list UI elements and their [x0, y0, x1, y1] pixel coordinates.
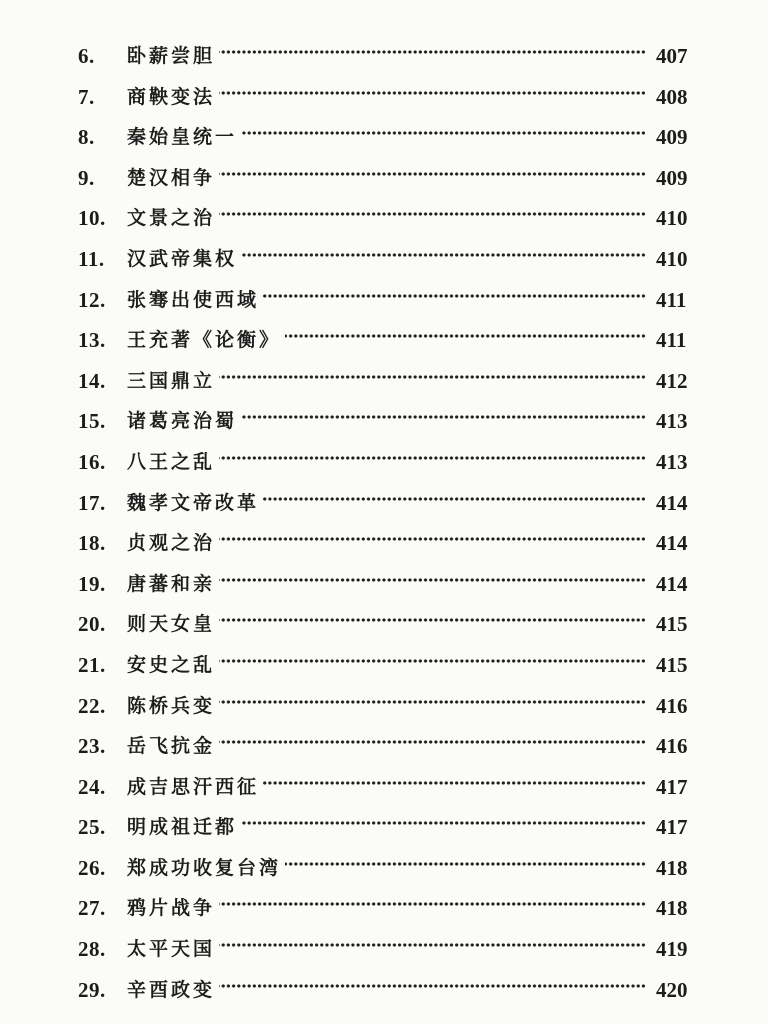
- entry-page-number: 414: [656, 531, 688, 556]
- dot-leader: [219, 373, 646, 381]
- entry-title: 魏孝文帝改革: [127, 491, 260, 514]
- entry-title: 汉武帝集权: [127, 247, 238, 270]
- entry-page-number: 413: [656, 449, 688, 474]
- toc-entry[interactable]: [0, 36, 768, 77]
- entry-number: 19.: [78, 571, 106, 596]
- entry-title: 三国鼎立: [127, 369, 216, 392]
- entry-number: 26.: [78, 855, 106, 880]
- dot-leader: [263, 292, 646, 300]
- entry-number: 23.: [78, 734, 106, 759]
- entry-number: 24.: [78, 774, 106, 799]
- entry-page-number: 418: [656, 896, 688, 921]
- toc-entry[interactable]: [0, 929, 768, 970]
- toc-entry[interactable]: [0, 117, 768, 158]
- entry-title: 贞观之治: [127, 532, 216, 555]
- entry-title: 鸦片战争: [127, 897, 216, 920]
- entry-page-number: 416: [656, 734, 688, 759]
- entry-page-number: 408: [656, 84, 688, 109]
- entry-title: 诸葛亮治蜀: [127, 410, 238, 433]
- entry-number: 14.: [78, 368, 106, 393]
- entry-page-number: 411: [656, 287, 687, 312]
- entry-number: 20.: [78, 612, 106, 637]
- entry-page-number: 415: [656, 652, 688, 677]
- dot-leader: [241, 129, 646, 137]
- toc-entry[interactable]: [0, 280, 768, 321]
- entry-page-number: 417: [656, 815, 688, 840]
- entry-title: 秦始皇统一: [127, 126, 238, 149]
- dot-leader: [263, 779, 646, 787]
- dot-leader: [219, 535, 646, 543]
- entry-number: 9.: [78, 165, 95, 190]
- dot-leader: [241, 819, 646, 827]
- toc-entry[interactable]: [0, 726, 768, 767]
- entry-page-number: 409: [656, 165, 688, 190]
- toc-entry[interactable]: [0, 523, 768, 564]
- dot-leader: [219, 170, 646, 178]
- dot-leader: [263, 495, 646, 503]
- entry-page-number: 407: [656, 44, 688, 68]
- dot-leader: [219, 616, 646, 624]
- dot-leader: [219, 210, 646, 218]
- entry-title: 八王之乱: [127, 450, 216, 473]
- entry-page-number: 420: [656, 977, 688, 1002]
- toc-entry[interactable]: [0, 686, 768, 727]
- toc-entry[interactable]: [0, 198, 768, 239]
- entry-title: 郑成功收复台湾: [127, 856, 282, 879]
- entry-title: 张骞出使西域: [127, 288, 260, 311]
- entry-page-number: 419: [656, 937, 688, 962]
- entry-title: 则天女皇: [127, 613, 216, 636]
- toc-entry[interactable]: [0, 604, 768, 645]
- entry-page-number: 416: [656, 693, 688, 718]
- toc-entry[interactable]: [0, 320, 768, 361]
- entry-page-number: 414: [656, 490, 688, 515]
- entry-title: 文景之治: [127, 207, 216, 230]
- entry-title: 商鞅变法: [127, 85, 216, 108]
- dot-leader: [219, 698, 646, 706]
- dot-leader: [219, 738, 646, 746]
- toc-entry[interactable]: [0, 888, 768, 929]
- entry-page-number: 417: [656, 774, 688, 799]
- toc-entry[interactable]: [0, 77, 768, 118]
- entry-number: 6.: [78, 44, 95, 68]
- toc-entry[interactable]: [0, 483, 768, 524]
- entry-page-number: 413: [656, 409, 688, 434]
- entry-number: 8.: [78, 125, 95, 150]
- dot-leader: [219, 576, 646, 584]
- toc-entry[interactable]: [0, 767, 768, 808]
- entry-number: 29.: [78, 977, 106, 1002]
- entry-number: 25.: [78, 815, 106, 840]
- toc-entry[interactable]: [0, 564, 768, 605]
- toc-entry[interactable]: [0, 970, 768, 1011]
- toc-entry[interactable]: [0, 401, 768, 442]
- entry-number: 13.: [78, 328, 106, 353]
- dot-leader: [219, 48, 646, 56]
- entry-number: 10.: [78, 206, 106, 231]
- entry-page-number: 414: [656, 571, 688, 596]
- entry-page-number: 412: [656, 368, 688, 393]
- dot-leader: [219, 454, 646, 462]
- entry-number: 15.: [78, 409, 106, 434]
- entry-title: 岳飞抗金: [127, 735, 216, 758]
- entry-number: 22.: [78, 693, 106, 718]
- entry-page-number: 418: [656, 855, 688, 880]
- dot-leader: [241, 413, 646, 421]
- entry-number: 28.: [78, 937, 106, 962]
- dot-leader: [219, 89, 646, 97]
- entry-number: 27.: [78, 896, 106, 921]
- entry-title: 楚汉相争: [127, 166, 216, 189]
- dot-leader: [285, 332, 646, 340]
- table-of-contents: [0, 36, 768, 1010]
- dot-leader: [219, 982, 646, 990]
- entry-title: 陈桥兵变: [127, 694, 216, 717]
- entry-title: 明成祖迁都: [127, 816, 238, 839]
- entry-title: 太平天国: [127, 938, 216, 961]
- entry-title: 成吉思汗西征: [127, 775, 260, 798]
- entry-number: 7.: [78, 84, 95, 109]
- toc-entry[interactable]: [0, 158, 768, 199]
- entry-page-number: 410: [656, 206, 688, 231]
- entry-page-number: 411: [656, 328, 687, 353]
- entry-title: 王充著《论衡》: [127, 329, 282, 352]
- toc-entry[interactable]: [0, 848, 768, 889]
- toc-entry[interactable]: [0, 645, 768, 686]
- entry-number: 21.: [78, 652, 106, 677]
- entry-number: 12.: [78, 287, 106, 312]
- entry-title: 唐蕃和亲: [127, 572, 216, 595]
- dot-leader: [241, 251, 646, 259]
- dot-leader: [285, 860, 646, 868]
- entry-page-number: 410: [656, 246, 688, 271]
- toc-entry[interactable]: [0, 361, 768, 402]
- toc-entry[interactable]: [0, 239, 768, 280]
- dot-leader: [219, 941, 646, 949]
- toc-entry[interactable]: [0, 442, 768, 483]
- entry-title: 卧薪尝胆: [127, 45, 216, 67]
- dot-leader: [219, 900, 646, 908]
- entry-number: 16.: [78, 449, 106, 474]
- entry-number: 17.: [78, 490, 106, 515]
- toc-entry[interactable]: [0, 807, 768, 848]
- entry-number: 18.: [78, 531, 106, 556]
- entry-title: 安史之乱: [127, 653, 216, 676]
- entry-page-number: 415: [656, 612, 688, 637]
- entry-title: 辛酉政变: [127, 978, 216, 1001]
- dot-leader: [219, 657, 646, 665]
- entry-page-number: 409: [656, 125, 688, 150]
- entry-number: 11.: [78, 246, 105, 271]
